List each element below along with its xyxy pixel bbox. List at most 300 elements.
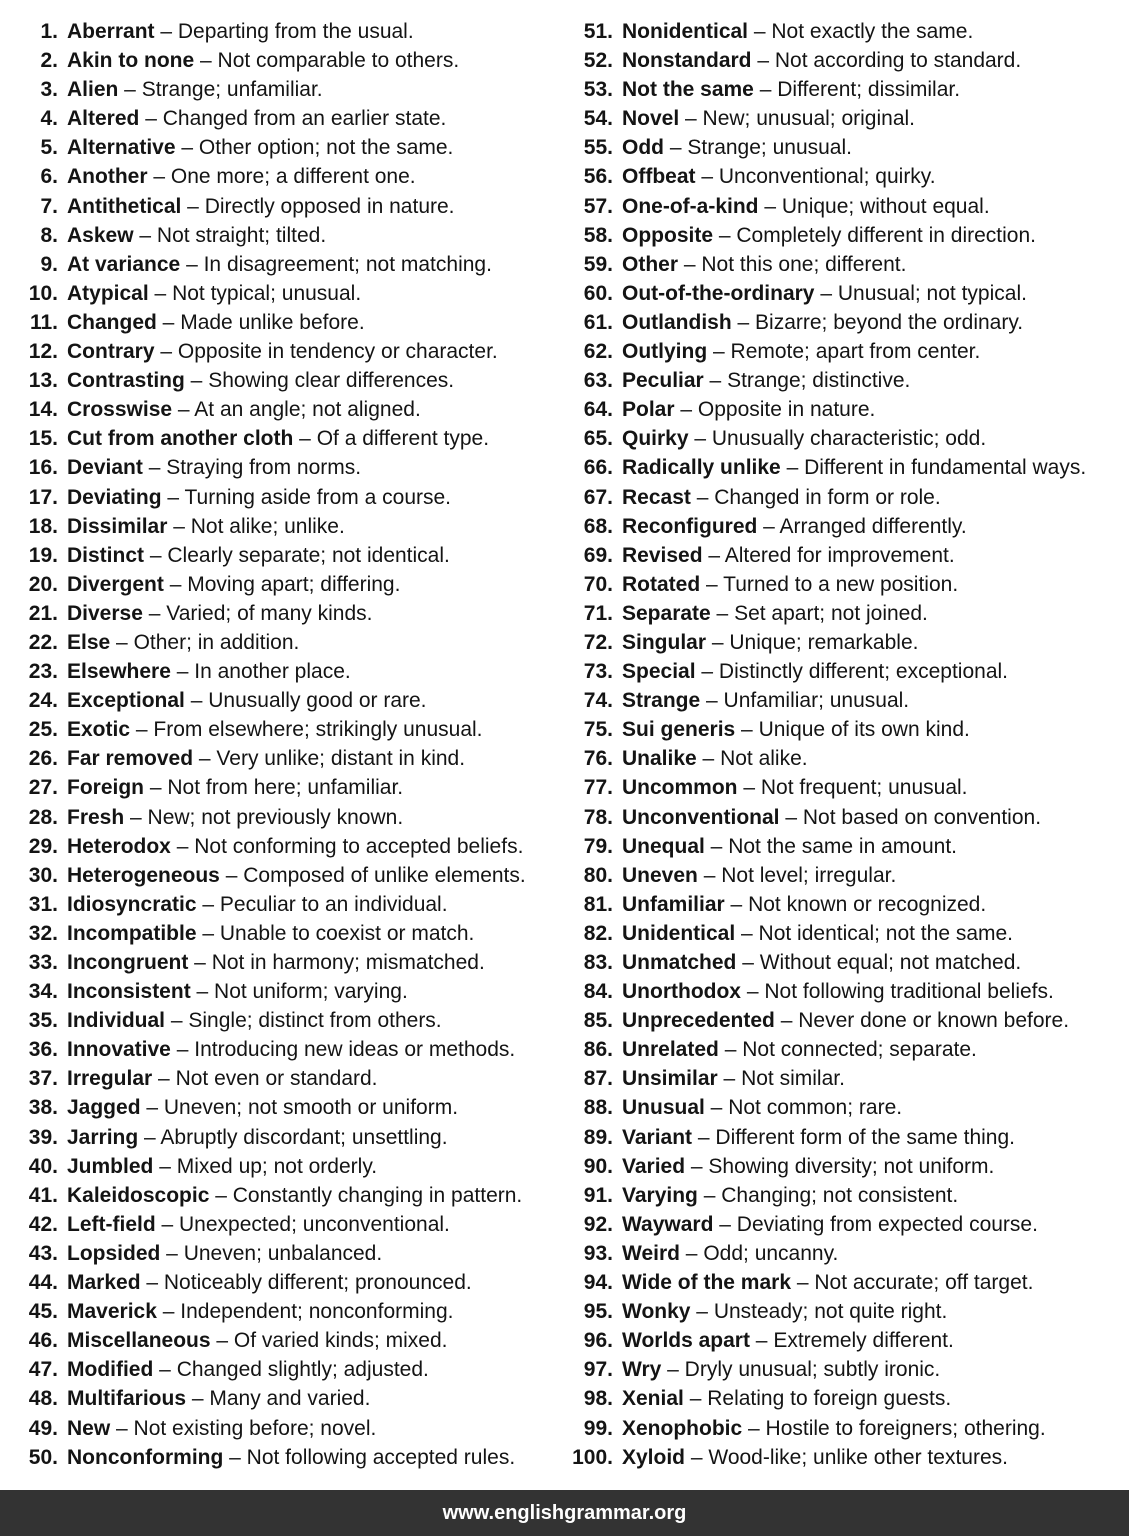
item-separator: –	[167, 514, 191, 538]
item-definition: Extremely different.	[773, 1329, 954, 1353]
item-definition: Relating to foreign guests.	[707, 1387, 952, 1411]
item-number: 97.	[583, 1358, 613, 1382]
item-term: Aberrant	[67, 20, 155, 43]
item-number: 26.	[28, 747, 58, 771]
list-item	[565, 17, 1124, 46]
item-text	[622, 803, 1041, 832]
website-url: www.englishgrammar.org	[442, 1501, 687, 1524]
list-item	[10, 453, 565, 482]
item-number: 30.	[28, 863, 58, 887]
item-separator: –	[124, 805, 148, 829]
item-term: Left-field	[67, 1212, 156, 1236]
item-term: Innovative	[67, 1038, 171, 1062]
item-text	[67, 570, 400, 599]
item-number: 18.	[28, 514, 58, 538]
item-definition: Arranged differently.	[779, 514, 967, 538]
item-number: 96.	[583, 1329, 613, 1353]
item-number: 90.	[583, 1154, 613, 1178]
item-text	[622, 890, 986, 919]
list-item	[10, 599, 565, 628]
item-term: Incompatible	[67, 921, 197, 945]
item-number: 86.	[583, 1038, 613, 1062]
item-definition: Unsteady; not quite right.	[713, 1300, 948, 1324]
item-number: 78.	[583, 805, 613, 829]
item-definition: Uneven; unbalanced.	[183, 1241, 383, 1265]
item-term: Else	[67, 630, 111, 654]
item-separator: –	[219, 863, 244, 887]
item-definition: Changing; not consistent.	[721, 1183, 959, 1207]
item-separator: –	[713, 1212, 737, 1236]
list-item	[565, 919, 1124, 948]
item-term: Jumbled	[67, 1154, 154, 1178]
item-number: 24.	[28, 689, 58, 713]
item-text	[622, 17, 973, 46]
item-number: 36.	[28, 1038, 58, 1062]
item-text	[67, 104, 446, 133]
item-separator: –	[695, 660, 719, 684]
item-term: Altered	[67, 107, 140, 131]
item-definition: Abruptly discordant; unsettling.	[160, 1125, 448, 1149]
item-number: 63.	[583, 369, 613, 393]
item-term: Unorthodox	[622, 980, 741, 1004]
item-separator: –	[791, 1271, 815, 1295]
item-definition: Deviating from expected course.	[736, 1212, 1038, 1236]
item-text	[622, 162, 936, 191]
item-definition: Departing from the usual.	[177, 20, 414, 43]
item-separator: –	[713, 223, 737, 247]
item-term: Unusual	[622, 1096, 705, 1120]
item-separator: –	[194, 49, 218, 73]
item-separator: –	[142, 456, 167, 480]
list-item	[565, 75, 1124, 104]
item-term: Changed	[67, 310, 157, 334]
item-separator: –	[704, 834, 729, 858]
item-term: Divergent	[67, 572, 164, 596]
item-number: 40.	[28, 1154, 58, 1178]
item-definition: One more; a different one.	[170, 165, 416, 189]
item-definition: From elsewhere; strikingly unusual.	[153, 718, 483, 742]
item-term: Dissimilar	[67, 514, 168, 538]
item-definition: Many and varied.	[209, 1387, 371, 1411]
list-item	[10, 803, 565, 832]
item-term: Askew	[67, 223, 134, 247]
item-separator: –	[661, 1358, 685, 1382]
item-definition: Not in harmony; mismatched.	[211, 951, 485, 974]
item-separator: –	[210, 1329, 234, 1353]
list-item	[10, 657, 565, 686]
item-term: Distinct	[67, 543, 145, 567]
list-item	[565, 1064, 1124, 1093]
item-term: Another	[67, 165, 148, 189]
item-separator: –	[679, 1241, 704, 1265]
item-number: 21.	[28, 601, 58, 625]
item-number: 29.	[28, 834, 58, 858]
item-term: Outlandish	[622, 310, 732, 334]
item-number: 100.	[572, 1445, 613, 1469]
item-definition: Noticeably different; pronounced.	[163, 1271, 472, 1295]
list-item	[10, 977, 565, 1006]
item-separator: –	[165, 1009, 189, 1033]
list-item	[10, 1355, 565, 1384]
list-item	[565, 570, 1124, 599]
item-number: 42.	[28, 1212, 58, 1236]
item-number: 8.	[40, 223, 58, 247]
item-term: Singular	[622, 630, 707, 654]
item-definition: Unique; without equal.	[781, 194, 990, 218]
item-definition: Unusual; not typical.	[837, 281, 1027, 305]
item-term: Quirky	[622, 427, 689, 451]
item-separator: –	[172, 398, 195, 422]
item-separator: –	[718, 1038, 743, 1062]
item-separator: –	[190, 980, 215, 1004]
item-separator: –	[170, 1038, 195, 1062]
item-number: 88.	[583, 1096, 613, 1120]
item-separator: –	[161, 485, 185, 509]
list-item	[565, 1006, 1124, 1035]
item-separator: –	[685, 1445, 709, 1469]
item-text	[67, 424, 489, 453]
item-definition: Directly opposed in nature.	[204, 194, 455, 218]
item-separator: –	[196, 921, 220, 945]
list-item	[10, 832, 565, 861]
item-number: 6.	[40, 165, 58, 189]
item-term: Unsimilar	[622, 1067, 718, 1091]
item-term: Heterodox	[67, 834, 171, 858]
item-definition: Not alike; unlike.	[190, 514, 345, 538]
item-term: Maverick	[67, 1300, 157, 1324]
item-separator: –	[293, 427, 317, 451]
item-text	[622, 744, 808, 773]
list-item	[10, 483, 565, 512]
item-text	[622, 1035, 977, 1064]
item-separator: –	[704, 1096, 729, 1120]
word-list-column-right	[565, 17, 1124, 1472]
item-term: Unequal	[622, 834, 705, 858]
item-definition: In another place.	[194, 660, 351, 684]
item-text	[622, 1443, 1008, 1472]
item-separator: –	[140, 1271, 164, 1295]
list-item	[10, 1093, 565, 1122]
item-separator: –	[748, 20, 772, 43]
list-item	[10, 1006, 565, 1035]
item-text	[67, 861, 526, 890]
item-definition: Never done or known before.	[798, 1009, 1070, 1033]
list-item	[10, 1239, 565, 1268]
item-definition: New; not previously known.	[147, 805, 404, 829]
item-text	[67, 832, 523, 861]
item-text	[622, 512, 967, 541]
item-number: 68.	[583, 514, 613, 538]
item-number: 74.	[583, 689, 613, 713]
item-text	[622, 104, 915, 133]
item-term: Elsewhere	[67, 660, 171, 684]
list-item	[565, 483, 1124, 512]
item-text	[622, 366, 910, 395]
item-text	[67, 1443, 515, 1472]
item-definition: Completely different in direction.	[736, 223, 1036, 247]
item-definition: Unusually characteristic; odd.	[711, 427, 987, 451]
item-separator: –	[188, 951, 212, 974]
item-term: Incongruent	[67, 951, 189, 974]
list-item	[10, 744, 565, 773]
item-definition: Without equal; not matched.	[759, 951, 1022, 974]
item-separator: –	[160, 1241, 184, 1265]
item-separator: –	[751, 49, 775, 73]
item-term: Rotated	[622, 572, 701, 596]
item-separator: –	[780, 456, 805, 480]
item-separator: –	[690, 1300, 714, 1324]
item-term: Fresh	[67, 805, 125, 829]
list-item	[10, 221, 565, 250]
item-text	[67, 1268, 472, 1297]
item-text	[67, 483, 451, 512]
list-item	[10, 1152, 565, 1181]
item-number: 32.	[28, 921, 58, 945]
item-text	[622, 1210, 1038, 1239]
item-definition: Very unlike; distant in kind.	[216, 747, 466, 771]
item-text	[67, 279, 361, 308]
item-definition: Moving apart; differing.	[187, 572, 401, 596]
item-term: Jarring	[67, 1125, 139, 1149]
item-definition: Not level; irregular.	[721, 863, 897, 887]
item-separator: –	[702, 543, 725, 567]
item-separator: –	[779, 805, 803, 829]
item-term: Offbeat	[622, 165, 696, 189]
item-text	[622, 1239, 838, 1268]
list-item	[565, 715, 1124, 744]
item-term: Variant	[622, 1125, 693, 1149]
item-number: 37.	[28, 1067, 58, 1091]
item-term: Miscellaneous	[67, 1329, 211, 1353]
list-item	[10, 1268, 565, 1297]
list-item	[10, 1181, 565, 1210]
item-term: Wayward	[622, 1212, 714, 1236]
item-separator: –	[774, 1009, 799, 1033]
list-item	[565, 424, 1124, 453]
item-definition: Not typical; unusual.	[172, 281, 362, 305]
item-term: Nonstandard	[622, 49, 752, 73]
item-text	[622, 192, 990, 221]
item-term: Unmatched	[622, 951, 737, 974]
item-text	[67, 1355, 429, 1384]
item-number: 95.	[583, 1300, 613, 1324]
item-definition: Not similar.	[741, 1067, 845, 1091]
item-text	[67, 773, 403, 802]
item-separator: –	[142, 601, 167, 625]
item-number: 47.	[28, 1358, 58, 1382]
list-item	[565, 1035, 1124, 1064]
item-number: 70.	[583, 572, 613, 596]
item-text	[622, 715, 970, 744]
item-number: 5.	[40, 136, 58, 160]
item-term: Jagged	[67, 1096, 141, 1120]
item-number: 10.	[28, 281, 58, 305]
item-definition: Distinctly different; exceptional.	[718, 660, 1008, 684]
item-definition: Changed in form or role.	[714, 485, 941, 509]
item-separator: –	[154, 20, 178, 43]
list-item	[565, 599, 1124, 628]
item-number: 60.	[583, 281, 613, 305]
list-item	[565, 221, 1124, 250]
item-term: Separate	[622, 601, 711, 625]
item-number: 16.	[28, 456, 58, 480]
item-number: 75.	[583, 718, 613, 742]
item-number: 54.	[583, 107, 613, 131]
item-text	[67, 46, 459, 75]
item-definition: Not even or standard.	[175, 1067, 378, 1091]
item-definition: Different in fundamental ways.	[804, 456, 1087, 480]
item-definition: Not frequent; unusual.	[760, 776, 968, 800]
item-separator: –	[223, 1445, 247, 1469]
item-text	[67, 221, 326, 250]
item-number: 99.	[583, 1416, 613, 1440]
item-separator: –	[130, 718, 154, 742]
item-definition: Mixed up; not orderly.	[176, 1154, 378, 1178]
item-definition: Unique; remarkable.	[729, 630, 919, 654]
item-term: New	[67, 1416, 111, 1440]
item-definition: Not common; rare.	[728, 1096, 903, 1120]
item-text	[622, 948, 1021, 977]
item-definition: Peculiar to an individual.	[219, 892, 448, 916]
item-separator: –	[184, 369, 209, 393]
item-separator: –	[140, 1096, 164, 1120]
item-definition: Opposite in tendency or character.	[177, 340, 498, 364]
item-separator: –	[731, 310, 756, 334]
item-separator: –	[153, 1358, 177, 1382]
item-text	[67, 1414, 376, 1443]
item-separator: –	[697, 863, 722, 887]
item-term: Wonky	[622, 1300, 691, 1324]
item-number: 81.	[583, 892, 613, 916]
item-separator: –	[736, 951, 760, 974]
item-definition: Other option; not the same.	[198, 136, 454, 160]
item-definition: Not straight; tilted.	[156, 223, 327, 247]
list-item	[10, 1064, 565, 1093]
item-separator: –	[147, 165, 171, 189]
item-number: 2.	[40, 49, 58, 73]
item-definition: Not this one; different.	[701, 252, 907, 276]
item-number: 59.	[583, 252, 613, 276]
item-separator: –	[685, 1154, 709, 1178]
item-number: 62.	[583, 340, 613, 364]
item-text	[622, 599, 928, 628]
item-definition: Unable to coexist or match.	[219, 921, 475, 945]
item-term: Reconfigured	[622, 514, 758, 538]
item-definition: Opposite in nature.	[697, 398, 876, 422]
item-number: 67.	[583, 485, 613, 509]
item-text	[622, 919, 1013, 948]
item-text	[67, 1326, 448, 1355]
item-separator: –	[735, 718, 759, 742]
item-text	[622, 133, 852, 162]
item-number: 69.	[583, 543, 613, 567]
item-separator: –	[742, 1416, 766, 1440]
item-text	[622, 1181, 958, 1210]
item-separator: –	[138, 1125, 161, 1149]
item-text	[67, 919, 474, 948]
item-text	[67, 250, 492, 279]
list-item	[10, 192, 565, 221]
item-number: 43.	[28, 1241, 58, 1265]
item-term: Unrelated	[622, 1038, 719, 1062]
list-item	[565, 1152, 1124, 1181]
list-item	[565, 773, 1124, 802]
item-number: 50.	[28, 1445, 58, 1469]
item-definition: In disagreement; not matching.	[203, 252, 492, 276]
item-term: Kaleidoscopic	[67, 1183, 210, 1207]
item-text	[622, 1384, 951, 1413]
item-text	[67, 366, 454, 395]
item-separator: –	[186, 1387, 210, 1411]
item-number: 51.	[583, 20, 613, 43]
item-definition: Of a different type.	[316, 427, 490, 451]
item-definition: Not comparable to others.	[217, 49, 460, 73]
item-text	[622, 1355, 940, 1384]
item-number: 28.	[28, 805, 58, 829]
item-definition: Introducing new ideas or methods.	[194, 1038, 516, 1062]
list-item	[10, 46, 565, 75]
item-term: Sui generis	[622, 718, 736, 742]
item-separator: –	[175, 136, 199, 160]
item-separator: –	[690, 485, 715, 509]
item-number: 13.	[28, 369, 58, 393]
list-item	[10, 1384, 565, 1413]
item-term: Lopsided	[67, 1241, 161, 1265]
item-number: 15.	[28, 427, 58, 451]
item-definition: Remote; apart from center.	[730, 340, 981, 364]
item-separator: –	[664, 136, 688, 160]
item-definition: Constantly changing in pattern.	[232, 1183, 523, 1207]
item-text	[622, 1414, 1046, 1443]
item-definition: Not uniform; varying.	[214, 980, 408, 1004]
item-term: Multifarious	[67, 1387, 186, 1411]
list-item	[10, 512, 565, 541]
item-term: Atypical	[67, 281, 149, 305]
item-separator: –	[683, 1387, 708, 1411]
item-definition: Dryly unusual; subtly ironic.	[684, 1358, 941, 1382]
item-number: 25.	[28, 718, 58, 742]
item-number: 82.	[583, 921, 613, 945]
item-number: 46.	[28, 1329, 58, 1353]
item-definition: Not according to standard.	[774, 49, 1022, 73]
item-number: 19.	[28, 543, 58, 567]
item-definition: Varied; of many kinds.	[166, 601, 373, 625]
item-text	[67, 17, 414, 46]
list-item	[565, 104, 1124, 133]
item-separator: –	[156, 1300, 181, 1324]
list-item	[565, 133, 1124, 162]
item-text	[622, 308, 1023, 337]
item-definition: Of varied kinds; mixed.	[233, 1329, 448, 1353]
item-number: 64.	[583, 398, 613, 422]
item-separator: –	[710, 601, 735, 625]
item-number: 52.	[583, 49, 613, 73]
list-item	[10, 628, 565, 657]
list-item	[565, 686, 1124, 715]
item-number: 45.	[28, 1300, 58, 1324]
item-term: Revised	[622, 543, 703, 567]
item-definition: Not existing before; novel.	[133, 1416, 377, 1440]
item-definition: Not accurate; off target.	[814, 1271, 1034, 1295]
item-number: 33.	[28, 951, 58, 974]
item-separator: –	[703, 369, 728, 393]
item-term: Foreign	[67, 776, 144, 800]
item-definition: Altered for improvement.	[724, 543, 955, 567]
item-separator: –	[697, 1183, 722, 1207]
item-text	[67, 599, 372, 628]
list-item	[565, 541, 1124, 570]
item-number: 93.	[583, 1241, 613, 1265]
